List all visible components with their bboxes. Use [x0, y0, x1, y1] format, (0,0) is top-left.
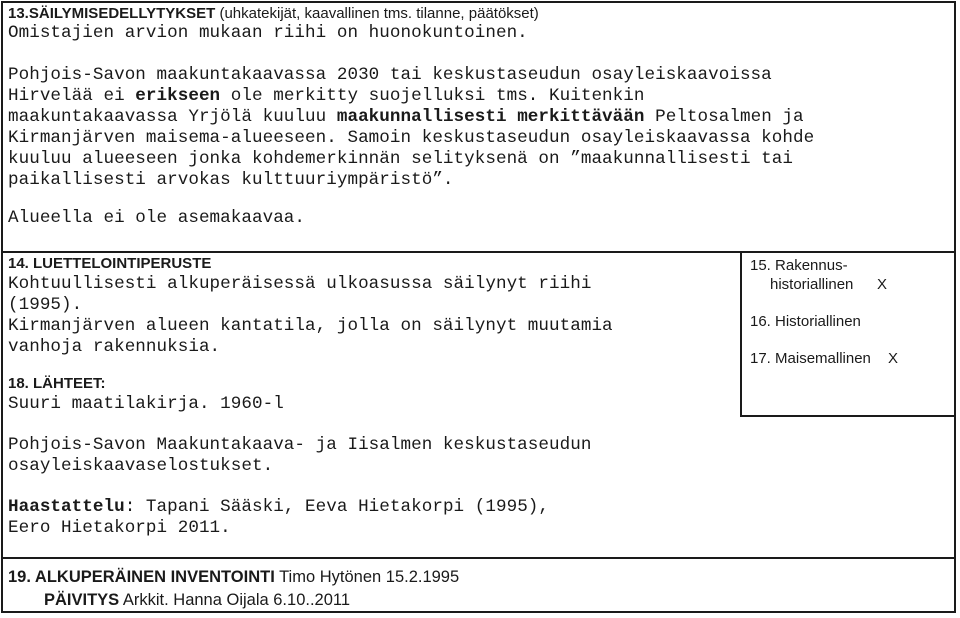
- section-18-title: 18. LÄHTEET:: [8, 375, 106, 392]
- section-19-title: 19. ALKUPERÄINEN INVENTOINTI: [8, 568, 275, 586]
- section-17-label: 17. Maisemallinen: [750, 350, 871, 367]
- section-13-p3: Alueella ei ole asemakaavaa.: [8, 208, 306, 228]
- section-13-p2-line2: Hirvelää ei erikseen ole merkitty suojelluksi tms. Kuitenkin: [8, 86, 645, 106]
- section-divider-13-14: [1, 251, 956, 253]
- update-value: Arkkit. Hanna Oijala 6.10..2011: [119, 591, 351, 609]
- section-14-line2: (1995).: [8, 295, 83, 315]
- section-13-p2-line5: kuuluu alueeseen jonka kohdemerkinnän selityksenä on ”maakunnallisesti tai: [8, 149, 793, 169]
- side-column-bottom: [740, 415, 956, 417]
- side-column-divider: [740, 251, 742, 417]
- section-19-row: [8, 568, 459, 587]
- section-17-mark: X: [888, 350, 899, 367]
- section-18-line5: Eero Hietakorpi 2011.: [8, 518, 231, 538]
- section-15-mark: X: [877, 276, 888, 293]
- section-18-line3: osayleiskaavaselostukset.: [8, 456, 274, 476]
- section-19-value: Timo Hytönen 15.2.1995: [274, 568, 460, 586]
- section-13-header: [8, 5, 539, 22]
- section-divider-18-19: [1, 557, 956, 559]
- section-13-p2-line1: Pohjois-Savon maakuntakaavassa 2030 tai keskustaseudun osayleiskaavoissa: [8, 65, 772, 85]
- section-18-line2: Pohjois-Savon Maakuntakaava- ja Iisalmen keskustaseudun: [8, 435, 592, 455]
- section-14-line4: vanhoja rakennuksia.: [8, 337, 221, 357]
- section-13-line1: Omistajien arvion mukaan riihi on huonokuntoinen.: [8, 23, 528, 43]
- section-18-line4: Haastattelu: Tapani Sääski, Eeva Hietakorpi (1995),: [8, 497, 550, 517]
- update-row: [44, 591, 350, 610]
- section-15-label-a: 15. Rakennus-: [750, 257, 848, 274]
- section-13-p2-line6: paikallisesti arvokas kulttuuriympäristö”.: [8, 170, 454, 190]
- section-13-title: 13.SÄILYMISEDELLYTYKSET: [8, 5, 216, 22]
- section-13-p2-line4: Kirmanjärven maisema-alueeseen. Samoin keskustaseudun osayleiskaavassa kohde: [8, 128, 815, 148]
- section-13-p2-line3: maakuntakaavassa Yrjölä kuuluu maakunnallisesti merkittävään Peltosalmen ja: [8, 107, 804, 127]
- section-14-title: 14. LUETTELOINTIPERUSTE: [8, 255, 212, 272]
- section-13-subtitle: (uhkatekijät, kaavallinen tms. tilanne, päätökset): [215, 5, 539, 22]
- section-16-label: 16. Historiallinen: [750, 313, 861, 330]
- section-14-line1: Kohtuullisesti alkuperäisessä ulkoasussa säilynyt riihi: [8, 274, 592, 294]
- section-18-line1: Suuri maatilakirja. 1960-l: [8, 394, 284, 414]
- section-15-label-b: historiallinen: [770, 276, 854, 293]
- update-label: PÄIVITYS: [44, 591, 120, 609]
- section-14-line3: Kirmanjärven alueen kantatila, jolla on säilynyt muutamia: [8, 316, 613, 336]
